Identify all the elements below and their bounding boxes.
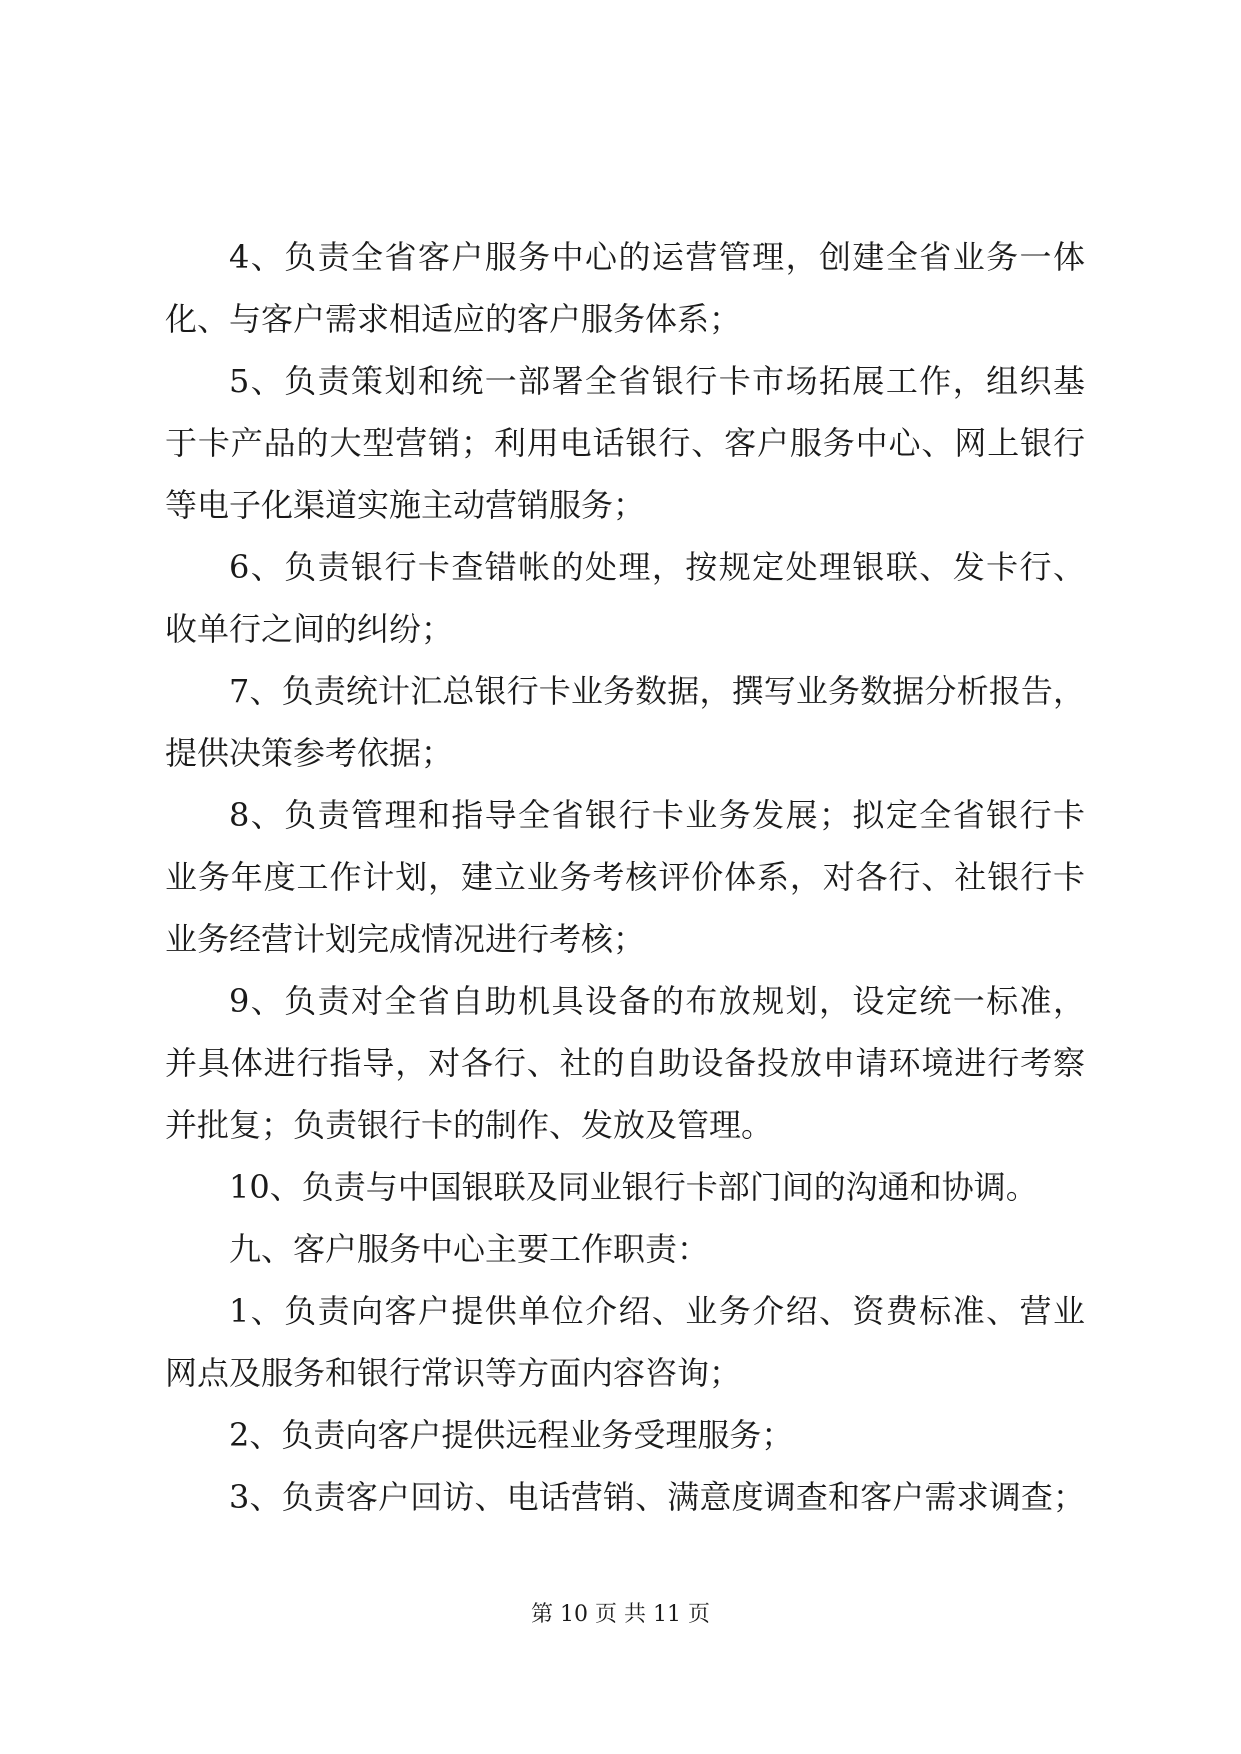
text-line: 4、负责全省客户服务中心的运营管理，创建全省业务一体 (229, 238, 1085, 276)
text-line: 并具体进行指导，对各行、社的自助设备投放申请环境进行考察 (165, 1044, 1085, 1082)
text-line: 等电子化渠道实施主动营销服务； (165, 486, 646, 524)
document-body (165, 226, 1085, 1528)
text-line: 并批复；负责银行卡的制作、发放及管理。 (165, 1106, 774, 1144)
text-line: 业务年度工作计划，建立业务考核评价体系，对各行、社银行卡 (165, 858, 1085, 896)
text-line: 5、负责策划和统一部署全省银行卡市场拓展工作，组织基 (229, 362, 1085, 400)
text-line: 8、负责管理和指导全省银行卡业务发展；拟定全省银行卡 (229, 796, 1085, 834)
text-line: 网点及服务和银行常识等方面内容咨询； (165, 1354, 742, 1392)
text-line: 提供决策参考依据； (165, 734, 454, 772)
page-number-label: 第 10 页 共 11 页 (531, 1602, 710, 1627)
text-line: 9、负责对全省自助机具设备的布放规划，设定统一标准， (229, 982, 1085, 1020)
text-line: 3、负责客户回访、电话营销、满意度调查和客户需求调查； (229, 1478, 1085, 1516)
text-line: 业务经营计划完成情况进行考核； (165, 920, 646, 958)
page-footer (0, 1600, 1241, 1630)
text-line: 7、负责统计汇总银行卡业务数据，撰写业务数据分析报告， (229, 672, 1085, 710)
text-line: 九、客户服务中心主要工作职责： (229, 1230, 710, 1268)
text-line: 1、负责向客户提供单位介绍、业务介绍、资费标准、营业 (229, 1292, 1085, 1330)
text-line: 化、与客户需求相适应的客户服务体系； (165, 300, 742, 338)
text-line: 6、负责银行卡查错帐的处理，按规定处理银联、发卡行、 (229, 548, 1085, 586)
text-line: 于卡产品的大型营销；利用电话银行、客户服务中心、网上银行 (165, 424, 1085, 462)
text-line: 10、负责与中国银联及同业银行卡部门间的沟通和协调。 (229, 1168, 1038, 1206)
text-line: 收单行之间的纠纷； (165, 610, 454, 648)
text-line: 2、负责向客户提供远程业务受理服务； (229, 1416, 794, 1454)
